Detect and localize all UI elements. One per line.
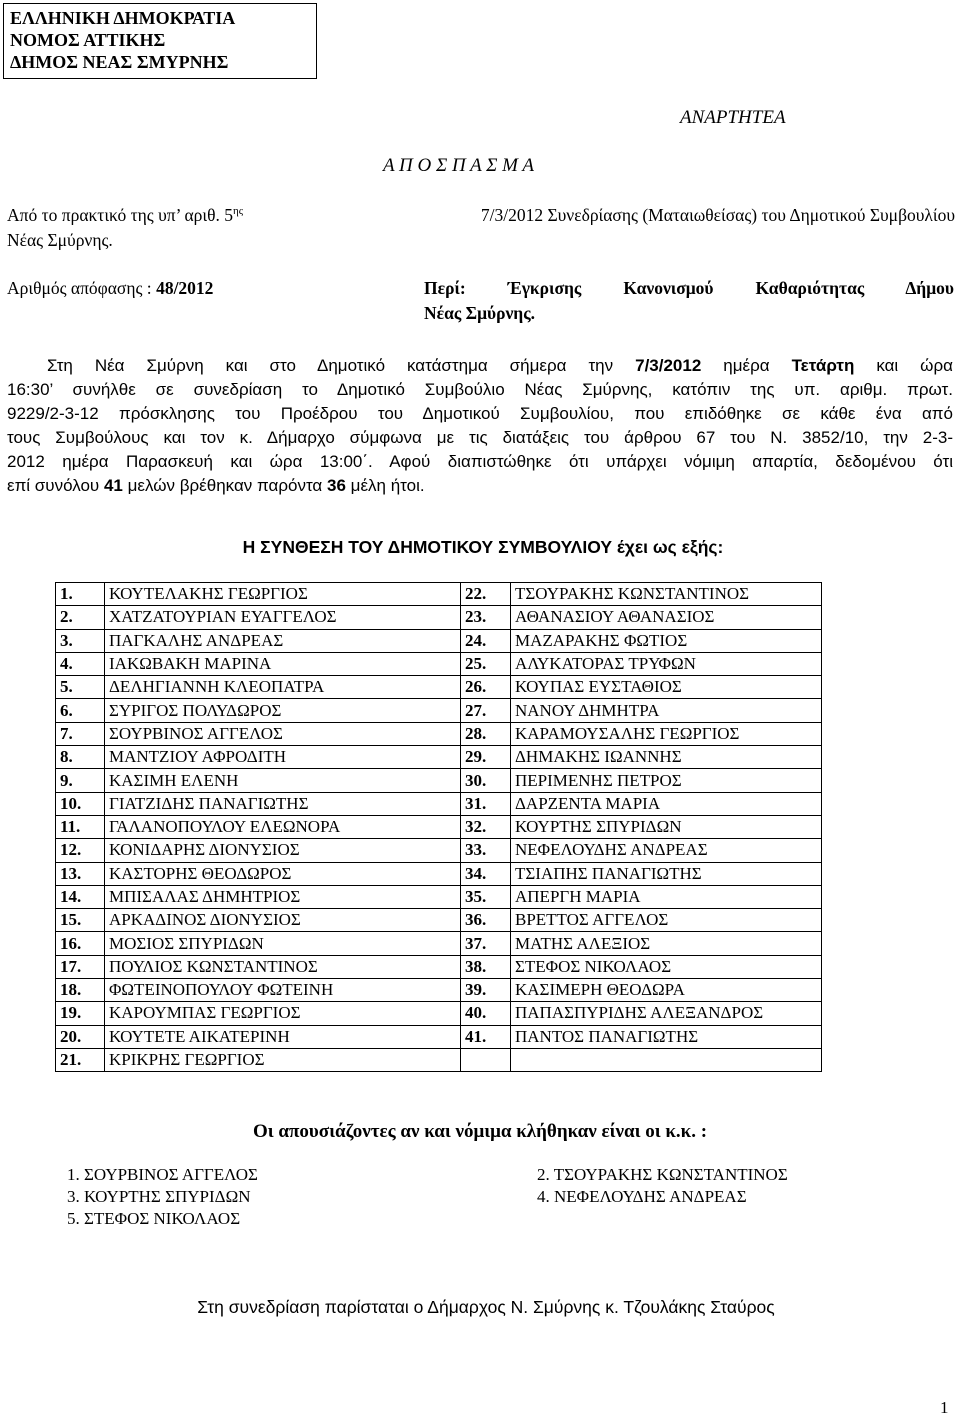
member-name-right: ΚΑΣΙΜΕΡΗ ΘΕΟΔΩΡΑ — [511, 979, 822, 1002]
member-name-left: ΠΟΥΛΙΟΣ ΚΩΝΣΤΑΝΤΙΝΟΣ — [105, 955, 461, 978]
posting-label: ΑΝΑΡΤΗΤΕΑ — [680, 107, 786, 128]
member-name-left: ΓΑΛΑΝΟΠΟΥΛΟΥ ΕΛΕΩΝΟΡΑ — [105, 815, 461, 838]
table-row — [56, 839, 822, 862]
header-line-municipality: ΔΗΜΟΣ ΝΕΑΣ ΣΜΥΡΝΗΣ — [10, 52, 229, 72]
member-number-left: 3. — [56, 629, 105, 652]
members-table — [55, 582, 822, 1072]
table-row — [56, 909, 822, 932]
table-row — [56, 1002, 822, 1025]
member-number-left: 19. — [56, 1002, 105, 1025]
member-name-left: ΦΩΤΕΙΝΟΠΟΥΛΟΥ ΦΩΤΕΙΝΗ — [105, 979, 461, 1002]
mayor-line: Στη συνεδρίαση παρίσταται ο Δήμαρχος Ν. Σμύρνης κ. Τζουλάκης Σταύρος — [197, 1297, 775, 1317]
member-name-left: ΚΟΝΙΔΑΡΗΣ ΔΙΟΝΥΣΙΟΣ — [105, 839, 461, 862]
members-table-body — [56, 583, 822, 1072]
intro-prefix: Από το πρακτικό της υπ’ αριθ. $5^{\eta\varsigma}$ — [7, 205, 244, 225]
member-number-left: 12. — [56, 839, 105, 862]
excerpt-title: Α Π Ο Σ Π Α Σ Μ Α — [383, 155, 535, 176]
member-name-left: ΧΑΤΖΑΤΟΥΡΙΑΝ ΕΥΑΓΓΕΛΟΣ — [105, 606, 461, 629]
composition-title: Η ΣΥΝΘΕΣΗ ΤΟΥ ΔΗΜΟΤΙΚΟΥ ΣΥΜΒΟΥΛΙΟΥ έχει ως εξής: — [242, 537, 724, 557]
member-name-left: ΜΠΙΣΑΛΑΣ ΔΗΜΗΤΡΙΟΣ — [105, 885, 461, 908]
member-name-left: ΜΑΝΤΖΙΟΥ ΑΦΡΟΔΙΤΗ — [105, 746, 461, 769]
body-line-1: Στη Νέα Σμύρνη και στο Δημοτικό κατάστημα σήμερα την 7/3/2012 ημέρα Τετάρτη και ώρα — [47, 356, 953, 375]
member-name-right: ΒΡΕΤΤΟΣ ΑΓΓΕΛΟΣ — [511, 909, 822, 932]
absent-item-3: 3. ΚΟΥΡΤΗΣ ΣΠΥΡΙΔΩΝ — [67, 1187, 251, 1206]
absent-title: Οι απουσιάζοντες αν και νόμιμα κλήθηκαν είναι οι κ.κ. : — [252, 1121, 708, 1142]
member-name-left: ΑΡΚΑΔΙΝΟΣ ΔΙΟΝΥΣΙΟΣ — [105, 909, 461, 932]
member-number-right: 34. — [461, 862, 511, 885]
table-row — [56, 955, 822, 978]
member-number-right: 24. — [461, 629, 511, 652]
table-row — [56, 932, 822, 955]
member-number-right: 32. — [461, 815, 511, 838]
total-members: 41 — [103, 476, 123, 495]
member-number-left: 7. — [56, 722, 105, 745]
member-number-right: 26. — [461, 676, 511, 699]
table-row — [56, 1025, 822, 1048]
decision-label: Αριθμός απόφασης : — [7, 278, 152, 298]
absent-item-1: 1. ΣΟΥΡΒΙΝΟΣ ΑΓΓΕΛΟΣ — [67, 1165, 258, 1184]
absent-item-5: 5. ΣΤΕΦΟΣ ΝΙΚΟΛΑΟΣ — [67, 1209, 241, 1228]
meeting-date: 7/3/2012 — [635, 356, 702, 375]
member-name-right: ΚΟΥΡΤΗΣ ΣΠΥΡΙΔΩΝ — [511, 815, 822, 838]
intro-line-2: Νέας Σμύρνης. — [7, 230, 113, 250]
member-number-right — [461, 1048, 511, 1071]
table-row — [56, 606, 822, 629]
member-number-right: 40. — [461, 1002, 511, 1025]
table-row — [56, 769, 822, 792]
member-number-left: 6. — [56, 699, 105, 722]
intro-line — [7, 205, 955, 226]
member-number-left: 1. — [56, 583, 105, 606]
member-number-right: 29. — [461, 746, 511, 769]
decision-subject-line-1: Περί: Έγκρισης Κανονισμού Καθαριότητας Δήμου — [424, 278, 954, 298]
member-number-right: 36. — [461, 909, 511, 932]
decision-number-line — [7, 278, 213, 299]
member-name-right: ΔΑΡΖΕΝΤΑ ΜΑΡΙΑ — [511, 792, 822, 815]
member-name-left: ΚΑΣΤΟΡΗΣ ΘΕΟΔΩΡΟΣ — [105, 862, 461, 885]
member-name-right: ΚΑΡΑΜΟΥΣΑΛΗΣ ΓΕΩΡΓΙΟΣ — [511, 722, 822, 745]
member-number-left: 14. — [56, 885, 105, 908]
member-number-left: 15. — [56, 909, 105, 932]
member-number-right: 23. — [461, 606, 511, 629]
member-number-right: 35. — [461, 885, 511, 908]
member-number-left: 13. — [56, 862, 105, 885]
table-row — [56, 979, 822, 1002]
page-number: 1 — [940, 1398, 949, 1417]
member-number-left: 5. — [56, 676, 105, 699]
table-row — [56, 746, 822, 769]
member-number-right: 28. — [461, 722, 511, 745]
member-name-right: ΠΑΝΤΟΣ ΠΑΝΑΓΙΩΤΗΣ — [511, 1025, 822, 1048]
header-line-republic: ΕΛΛΗΝΙΚΗ ΔΗΜΟΚΡΑΤΙΑ — [10, 8, 236, 28]
member-name-right: ΣΤΕΦΟΣ ΝΙΚΟΛΑΟΣ — [511, 955, 822, 978]
member-number-right: 31. — [461, 792, 511, 815]
member-name-left: ΣΥΡΙΓΟΣ ΠΟΛΥΔΩΡΟΣ — [105, 699, 461, 722]
member-number-left: 21. — [56, 1048, 105, 1071]
table-row — [56, 722, 822, 745]
member-number-right: 27. — [461, 699, 511, 722]
body-line-2: 16:30’ συνήλθε σε συνεδρίαση το Δημοτικό Συμβούλιο Νέας Σμύρνης, κατόπιν της υπ. αριθμ. πρωτ. — [7, 380, 953, 399]
member-name-left: ΚΡΙΚΡΗΣ ΓΕΩΡΓΙΟΣ — [105, 1048, 461, 1071]
member-name-right: ΑΠΕΡΓΗ ΜΑΡΙΑ — [511, 885, 822, 908]
table-row — [56, 676, 822, 699]
member-name-left: ΚΟΥΤΕΤΕ ΑΙΚΑΤΕΡΙΝΗ — [105, 1025, 461, 1048]
member-number-right: 38. — [461, 955, 511, 978]
table-row — [56, 792, 822, 815]
member-number-right: 30. — [461, 769, 511, 792]
table-row — [56, 629, 822, 652]
member-name-left: ΣΟΥΡΒΙΝΟΣ ΑΓΓΕΛΟΣ — [105, 722, 461, 745]
member-name-left: ΓΙΑΤΖΙΔΗΣ ΠΑΝΑΓΙΩΤΗΣ — [105, 792, 461, 815]
member-name-right: ΠΕΡΙΜΕΝΗΣ ΠΕΤΡΟΣ — [511, 769, 822, 792]
table-row — [56, 699, 822, 722]
member-name-right: ΠΑΠΑΣΠΥΡΙΔΗΣ ΑΛΕΞΑΝΔΡΟΣ — [511, 1002, 822, 1025]
member-number-right: 22. — [461, 583, 511, 606]
body-line-5: 2012 ημέρα Παρασκευή και ώρα 13:00΄. Αφού διαπιστώθηκε ότι υπάρχει νόμιμη απαρτία, δεδομένου ότι — [7, 452, 953, 471]
member-number-left: 20. — [56, 1025, 105, 1048]
member-number-right: 39. — [461, 979, 511, 1002]
member-name-right: ΑΘΑΝΑΣΙΟΥ ΑΘΑΝΑΣΙΟΣ — [511, 606, 822, 629]
body-paragraph — [7, 354, 953, 498]
table-row — [56, 583, 822, 606]
member-name-left: ΚΟΥΤΕΛΑΚΗΣ ΓΕΩΡΓΙΟΣ — [105, 583, 461, 606]
member-number-left: 18. — [56, 979, 105, 1002]
member-name-right: ΜΑΖΑΡΑΚΗΣ ΦΩΤΙΟΣ — [511, 629, 822, 652]
member-name-right: ΝΑΝΟΥ ΔΗΜΗΤΡΑ — [511, 699, 822, 722]
member-name-left: ΚΑΣΙΜΗ ΕΛΕΝΗ — [105, 769, 461, 792]
member-number-left: 11. — [56, 815, 105, 838]
absent-item-4: 4. ΝΕΦΕΛΟΥΔΗΣ ΑΝΔΡΕΑΣ — [537, 1187, 747, 1206]
member-name-right: ΑΛΥΚΑΤΟΡΑΣ ΤΡΥΦΩΝ — [511, 652, 822, 675]
decision-number: 48/2012 — [156, 278, 214, 298]
body-line-6: επί συνόλου 41 μελών βρέθηκαν παρόντα 36 μέλη ήτοι. — [7, 476, 425, 495]
member-name-left: ΠΑΓΚΑΛΗΣ ΑΝΔΡΕΑΣ — [105, 629, 461, 652]
member-number-left: 10. — [56, 792, 105, 815]
member-name-left: ΙΑΚΩΒΑΚΗ ΜΑΡΙΝΑ — [105, 652, 461, 675]
present-members: 36 — [327, 476, 346, 495]
member-number-right: 25. — [461, 652, 511, 675]
member-name-right: ΤΣΙΑΠΗΣ ΠΑΝΑΓΙΩΤΗΣ — [511, 862, 822, 885]
table-row — [56, 815, 822, 838]
member-number-right: 37. — [461, 932, 511, 955]
member-name-left: ΜΟΣΙΟΣ ΣΠΥΡΙΔΩΝ — [105, 932, 461, 955]
member-name-right — [511, 1048, 822, 1071]
intro-rest: 7/3/2012 Συνεδρίασης (Ματαιωθείσας) του Δημοτικού Συμβουλίου — [480, 205, 955, 225]
member-name-right: ΤΣΟΥΡΑΚΗΣ ΚΩΝΣΤΑΝΤΙΝΟΣ — [511, 583, 822, 606]
member-name-left: ΔΕΛΗΓΙΑΝΝΗ ΚΛΕΟΠΑΤΡΑ — [105, 676, 461, 699]
meeting-day: Τετάρτη — [791, 356, 855, 375]
intro-superscript: ης — [233, 205, 244, 218]
member-number-left: 17. — [56, 955, 105, 978]
table-row — [56, 1048, 822, 1071]
member-number-left: 9. — [56, 769, 105, 792]
member-number-left: 4. — [56, 652, 105, 675]
decision-subject-line-2: Νέας Σμύρνης. — [424, 303, 535, 323]
table-row — [56, 885, 822, 908]
body-line-4: τους Συμβούλους και τον κ. Δήμαρχο σύμφωνα με τις διατάξεις του άρθρου 67 του Ν. 3852/10, την 2-3- — [7, 428, 953, 447]
table-row — [56, 652, 822, 675]
body-line-3: 9229/2-3-12 πρόσκλησης του Προέδρου του Δημοτικού Συμβουλίου, που επιδόθηκε σε κάθε ένα από — [7, 404, 953, 423]
member-number-right: 33. — [461, 839, 511, 862]
member-number-right: 41. — [461, 1025, 511, 1048]
member-name-left: ΚΑΡΟΥΜΠΑΣ ΓΕΩΡΓΙΟΣ — [105, 1002, 461, 1025]
member-name-right: ΚΟΥΠΑΣ ΕΥΣΤΑΘΙΟΣ — [511, 676, 822, 699]
header-line-prefecture: ΝΟΜΟΣ ΑΤΤΙΚΗΣ — [10, 30, 166, 50]
member-name-right: ΜΑΤΗΣ ΑΛΕΞΙΟΣ — [511, 932, 822, 955]
member-number-left: 8. — [56, 746, 105, 769]
header-box — [3, 3, 317, 79]
table-row — [56, 862, 822, 885]
member-number-left: 16. — [56, 932, 105, 955]
member-name-right: ΝΕΦΕΛΟΥΔΗΣ ΑΝΔΡΕΑΣ — [511, 839, 822, 862]
member-name-right: ΔΗΜΑΚΗΣ ΙΩΑΝΝΗΣ — [511, 746, 822, 769]
absent-item-2: 2. ΤΣΟΥΡΑΚΗΣ ΚΩΝΣΤΑΝΤΙΝΟΣ — [537, 1165, 788, 1184]
member-number-left: 2. — [56, 606, 105, 629]
